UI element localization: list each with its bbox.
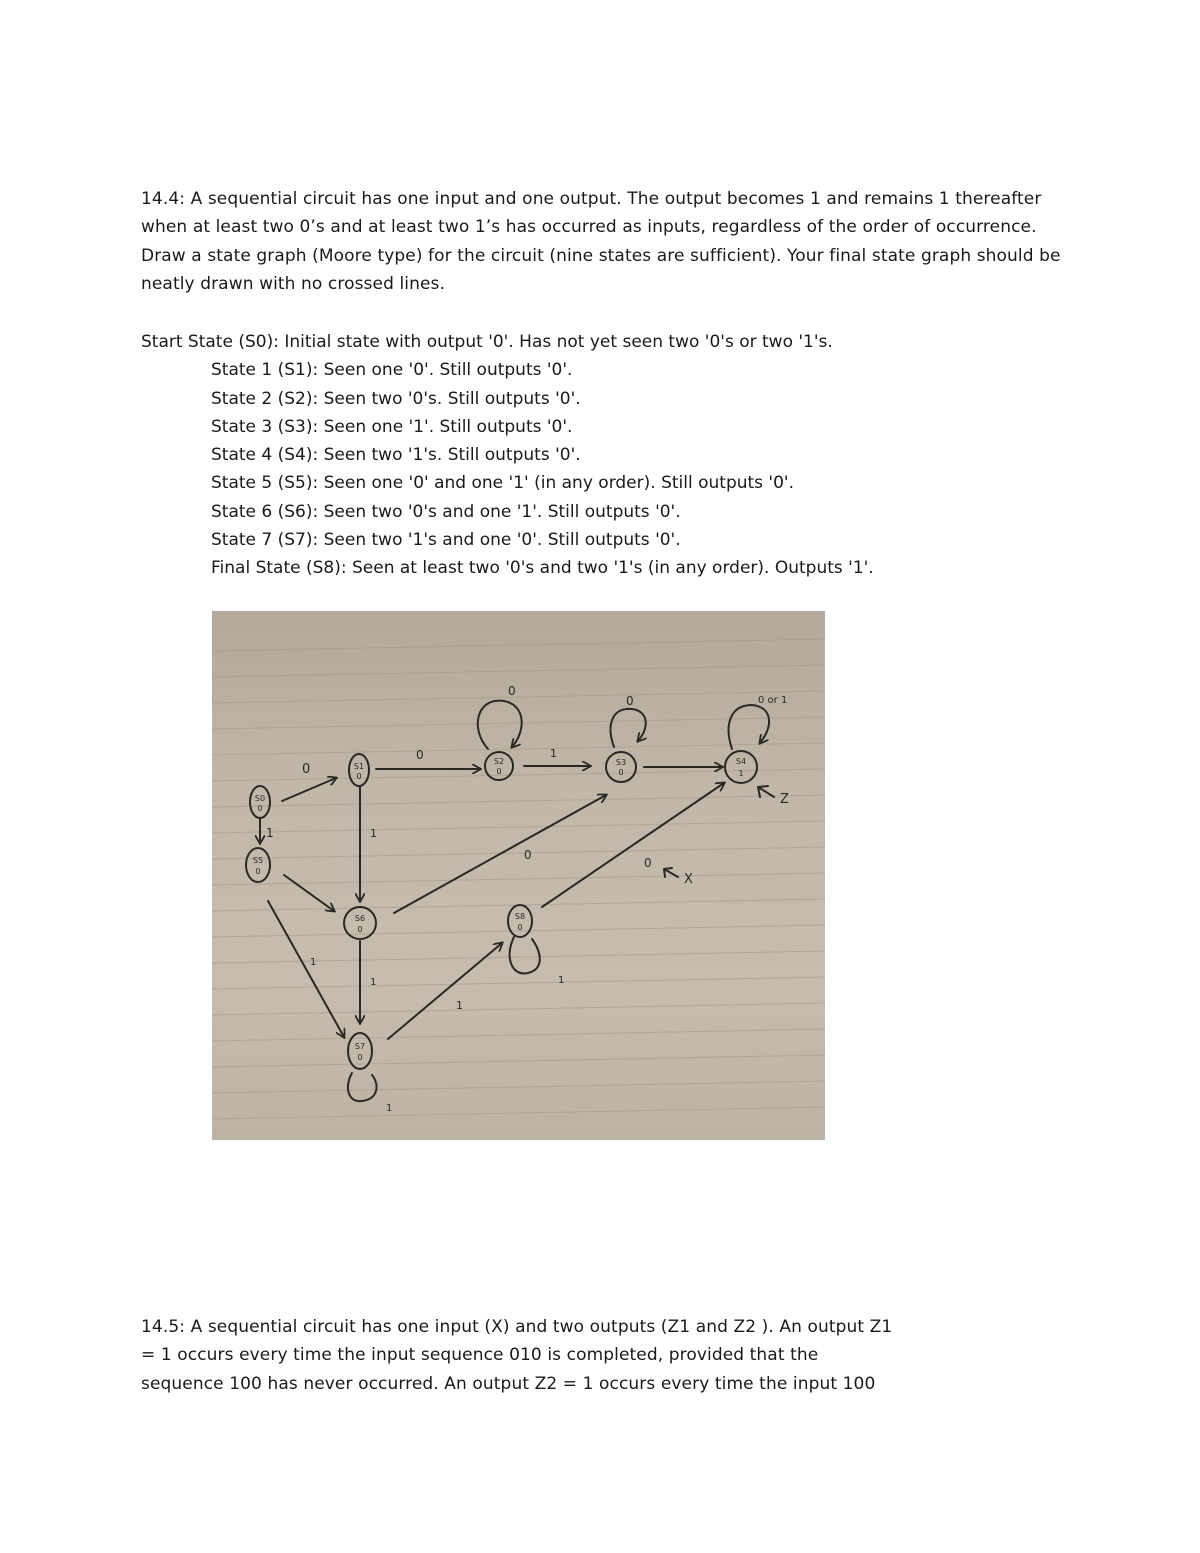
state-graph-drawing	[212, 611, 825, 1140]
label-s2-s3: 1	[550, 747, 557, 760]
node-s0-output: 0	[257, 804, 263, 813]
label-s1-s6: 1	[370, 827, 377, 840]
state-line-s7: State 7 (S7): Seen two '1's and one '0'. Still outputs '0'.	[211, 530, 681, 551]
label-s4-loop: 0 or 1	[758, 695, 788, 706]
label-s8-s4: 0	[644, 856, 652, 870]
problem-14-5-number: 14.5:	[141, 1317, 186, 1337]
loop-s2	[478, 701, 522, 749]
label-s6-s7: 1	[370, 977, 377, 988]
node-s0	[250, 786, 270, 818]
node-s3-output: 0	[618, 768, 624, 777]
node-s8-output: 0	[517, 923, 523, 932]
problem-14-5-statement	[141, 1313, 901, 1398]
node-s1	[349, 754, 369, 786]
loop-s8	[510, 937, 540, 974]
problem-14-4-text: A sequential circuit has one input and one output. The output becomes 1 and remains 1 thereafter when at least two 0’s and at least two 1’s has occurred as inputs, regardless of the order of occurrence. Draw a state graph (Moore type) for the circuit (nine states are sufficient). Your final state graph should be neatly drawn with no crossed lines.	[141, 189, 1061, 294]
state-graph-photo	[212, 611, 825, 1140]
node-s3-label: S3	[615, 758, 627, 767]
loop-s4	[729, 705, 769, 749]
label-s5-s7: 1	[310, 957, 317, 968]
label-s6-s3: 0	[524, 848, 532, 862]
loop-s7	[348, 1073, 377, 1101]
loop-s3	[611, 709, 646, 747]
node-s2-label: S2	[493, 757, 505, 766]
problem-14-5-text: A sequential circuit has one input (X) and two outputs (Z1 and Z2 ). An output Z1 = 1 occurs every time the input sequence 010 is completed, provided that the sequence 100 has never occurred. An output Z2 = 1 occurs every time the input 100	[141, 1317, 893, 1394]
state-line-s1: State 1 (S1): Seen one '0'. Still outputs '0'.	[211, 360, 573, 381]
node-s5	[246, 848, 270, 882]
node-s6-label: S6	[354, 914, 366, 923]
state-line-s5: State 5 (S5): Seen one '0' and one '1' (in any order). Still outputs '0'.	[211, 473, 794, 494]
problem-14-4-number: 14.4:	[141, 189, 186, 209]
z-mark: Z	[780, 792, 789, 807]
node-s4-output: 1	[738, 769, 744, 778]
edge-s6-s3	[394, 795, 606, 913]
label-s1-s2: 0	[416, 748, 424, 762]
label-s0-s5: 1	[266, 826, 274, 840]
label-s3-loop: 0	[626, 694, 634, 708]
node-s2	[485, 752, 513, 780]
node-s8-label: S8	[514, 912, 526, 921]
node-s5-output: 0	[255, 867, 261, 876]
edge-s5-s6	[284, 875, 334, 911]
node-s4	[725, 751, 757, 783]
node-s6-output: 0	[357, 925, 363, 934]
edge-s0-s1	[282, 778, 336, 801]
problem-14-4-statement	[141, 185, 1071, 298]
state-line-final: Final State (S8): Seen at least two '0's and two '1's (in any order). Outputs '1'.	[211, 558, 874, 579]
label-s2-loop: 0	[508, 684, 516, 698]
edge-s8-s4	[542, 783, 724, 907]
state-line-s4: State 4 (S4): Seen two '1's. Still outputs '0'.	[211, 445, 581, 466]
edge-s5-s7	[268, 901, 344, 1037]
label-s8-loop: 1	[558, 975, 565, 986]
node-s1-label: S1	[353, 762, 365, 771]
edge-s7-s8	[388, 943, 502, 1039]
node-s7-label: S7	[354, 1042, 366, 1051]
node-s0-label: S0	[254, 794, 266, 803]
node-s2-output: 0	[496, 767, 502, 776]
node-s4-label: S4	[735, 757, 747, 766]
x-mark: X	[684, 872, 693, 887]
node-s3	[606, 752, 636, 782]
node-s5-label: S5	[252, 856, 264, 865]
label-s7-loop: 1	[386, 1103, 393, 1114]
node-s1-output: 0	[356, 772, 362, 781]
node-s8	[508, 905, 532, 937]
node-s7-output: 0	[357, 1053, 363, 1062]
state-line-s3: State 3 (S3): Seen one '1'. Still outputs '0'.	[211, 416, 573, 437]
z-arrow	[758, 786, 774, 797]
state-line-s2: State 2 (S2): Seen two '0's. Still outputs '0'.	[211, 388, 581, 409]
label-s7-s8: 1	[456, 999, 463, 1012]
state-line-s6: State 6 (S6): Seen two '0's and one '1'. Still outputs '0'.	[211, 501, 681, 522]
state-list	[141, 328, 874, 583]
label-s0-s1: 0	[302, 762, 311, 777]
start-state-line: Start State (S0): Initial state with output '0'. Has not yet seen two '0's or two '1's.	[141, 332, 833, 352]
